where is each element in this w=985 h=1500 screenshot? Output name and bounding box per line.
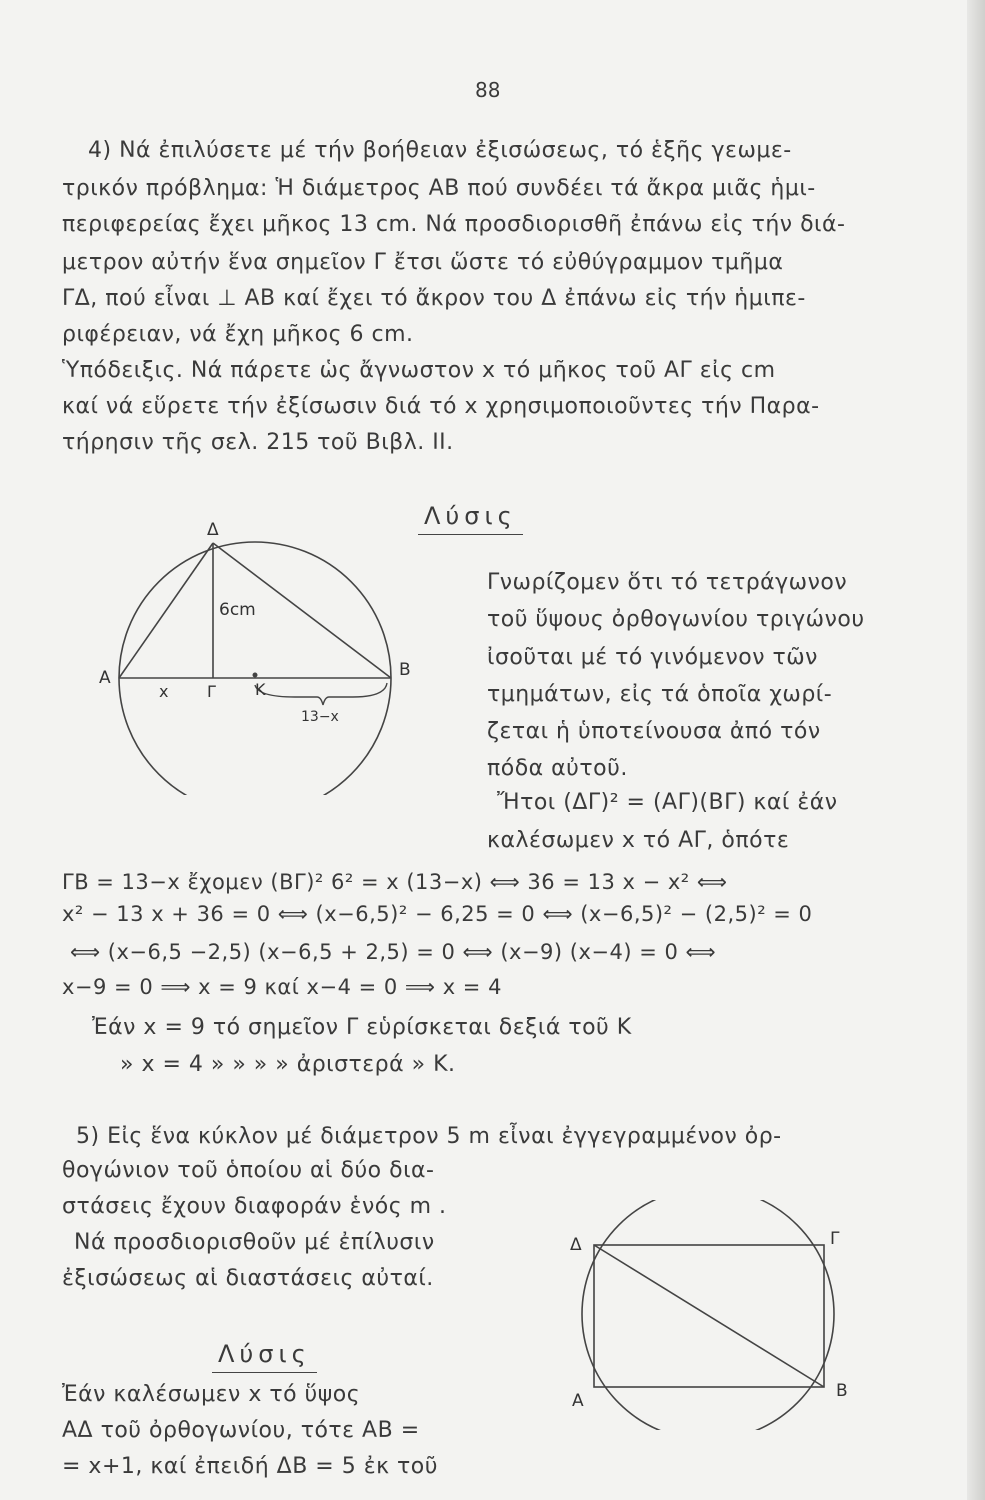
problem4-solution-line: καλέσωμεν x τό ΑΓ, ὁπότε [487,828,790,853]
problem4-line: τρικόν πρόβλημα: Ἡ διάμετρος ΑΒ πού συνδέει τά ἄκρα μιᾶς ἡμι- [62,176,816,201]
label-a: Α [572,1391,584,1411]
label-height: 6cm [219,600,256,620]
label-k: Κ [255,680,266,699]
label-g: Γ [830,1229,840,1249]
problem4-hint-line: καί νά εὕρετε τήν ἐξίσωσιν διά τό x χρησιμοποιοῦντες τήν Παρα- [62,394,820,419]
problem5-line: θογώνιον τοῦ ὁποίου αἱ δύο δια- [62,1158,435,1183]
problem4-solution-line: Ἤτοι (ΔΓ)² = (ΑΓ)(ΒΓ) καί ἐάν [497,790,838,815]
problem5-solution-line: = x+1, καί ἐπειδή ΔΒ = 5 ἐκ τοῦ [62,1454,438,1479]
problem4-solution-line: ζεται ἡ ὑποτείνουσα ἀπό τόν [487,719,821,744]
label-x: x [159,682,169,701]
equation-line: x−9 = 0 ⟹ x = 9 καί x−4 = 0 ⟹ x = 4 [62,975,502,999]
problem4-solution-line: τοῦ ὕψους ὀρθογωνίου τριγώνου [487,607,865,632]
problem4-hint-line: Ὑπόδειξις. Νά πάρετε ὡς ἄγνωστον x τό μῆκος τοῦ ΑΓ εἰς cm [62,358,776,383]
problem4-hint-line: τήρησιν τῆς σελ. 215 τοῦ Βιβλ. ΙΙ. [62,430,454,455]
semicircle-figure [95,515,425,795]
label-b: Β [399,660,411,680]
label-13-x: 13−x [301,709,339,725]
problem5-line: ἐξισώσεως αἱ διαστάσεις αὐταί. [62,1266,434,1291]
problem4-line: 4) Νά ἐπιλύσετε μέ τήν βοήθειαν ἐξισώσεως, τό ἑξῆς γεωμε- [88,138,792,163]
chord-ad [119,543,213,678]
problem4-solution-line: τμημάτων, εἰς τά ὁποῖα χωρί- [487,682,833,707]
label-g: Γ [207,682,216,701]
page-number: 88 [475,78,501,102]
problem5-solution-heading: Λύσις [212,1340,317,1373]
problem5-line: Νά προσδιορισθοῦν μέ ἐπίλυσιν [74,1230,435,1255]
problem4-line: ΓΔ, πού εἶναι ⊥ ΑΒ καί ἔχει τό ἄκρον του Δ ἐπάνω εἰς τήν ἡμιπε- [62,286,806,311]
conclusion-line: » x = 4 » » » » ἀριστερά » Κ. [120,1052,456,1077]
equation-line: ⟺ (x−6,5 −2,5) (x−6,5 + 2,5) = 0 ⟺ (x−9) (x−4) = 0 ⟺ [70,940,717,964]
label-d: Δ [207,520,219,540]
conclusion-line: Ἐάν x = 9 τό σημεῖον Γ εὑρίσκεται δεξιά τοῦ Κ [92,1015,632,1040]
equation-line: ΓΒ = 13−x ἔχομεν (ΒΓ)² 6² = x (13−x) ⟺ 36 = 13 x − x² ⟺ [62,870,728,894]
label-d: Δ [570,1235,582,1255]
problem4-solution-line: ἰσοῦται μέ τό γινόμενον τῶν [487,645,818,670]
problem4-line: ριφέρειαν, νά ἔχη μῆκος 6 cm. [62,322,414,347]
problem5-line: 5) Εἰς ἕνα κύκλον μέ διάμετρον 5 m εἶναι ἐγγεγραμμένον ὀρ- [76,1124,782,1149]
label-b: Β [836,1381,848,1401]
center-point [253,673,258,678]
equation-line: x² − 13 x + 36 = 0 ⟺ (x−6,5)² − 6,25 = 0 ⟺ (x−6,5)² − (2,5)² = 0 [62,902,813,926]
page-edge [967,0,985,1500]
rectangle-circle-figure [560,1200,870,1430]
circle [119,542,391,795]
problem5-solution-line: Ἐάν καλέσωμεν x τό ὕψος [62,1382,361,1407]
brace-13-x [255,683,387,705]
problem5-line: στάσεις ἔχουν διαφοράν ἑνός m . [62,1194,447,1219]
diagonal-db [594,1245,824,1387]
problem4-solution-line: πόδα αὐτοῦ. [487,756,628,781]
label-a: Α [99,668,111,688]
problem4-solution-line: Γνωρίζομεν ὅτι τό τετράγωνον [487,570,848,595]
problem4-line: μετρον αὐτήν ἕνα σημεῖον Γ ἔτσι ὥστε τό εὐθύγραμμον τμῆμα [62,250,784,275]
problem4-line: περιφερείας ἔχει μῆκος 13 cm. Νά προσδιορισθῆ ἐπάνω εἰς τήν διά- [62,212,846,237]
problem4-solution-heading: Λύσις [418,502,523,535]
problem5-solution-line: ΑΔ τοῦ ὀρθογωνίου, τότε ΑΒ = [62,1418,420,1443]
